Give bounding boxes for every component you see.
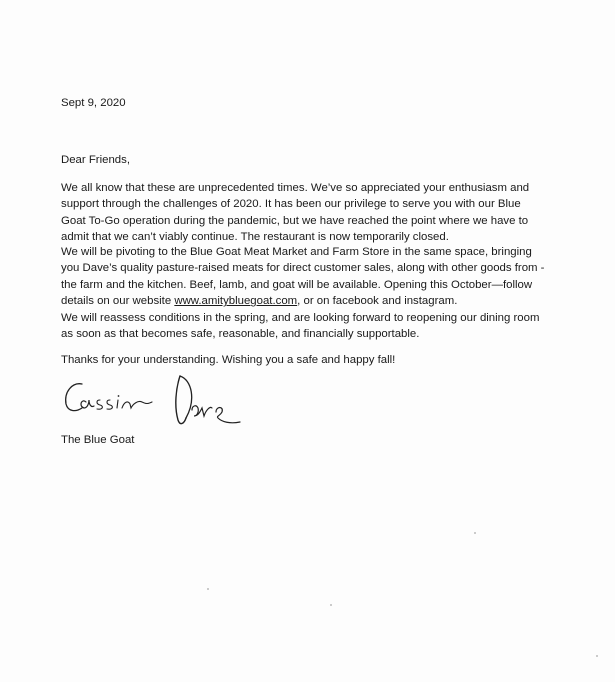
paragraph-line: We will reassess conditions in the spring, and are looking forward to reopening our dining room bbox=[61, 312, 540, 324]
website-prefix: details on our website bbox=[61, 295, 175, 308]
paragraph-pivot bbox=[61, 244, 544, 310]
paragraph-line: We all know that these are unprecedented times. We’ve so appreciated your enthusiasm and bbox=[61, 182, 530, 194]
signature-dave bbox=[170, 372, 242, 430]
paragraph-line: as soon as that becomes safe, reasonable, and financially supportable. bbox=[61, 328, 420, 341]
paragraph-line-website bbox=[61, 293, 544, 309]
scan-speck bbox=[474, 532, 476, 534]
scan-speck bbox=[596, 655, 598, 657]
scan-speck bbox=[207, 588, 209, 590]
website-link[interactable]: www.amitybluegoat.com bbox=[174, 295, 298, 308]
paragraph-line: the farm and the kitchen. Beef, lamb, and goat will be available. Opening this October—follow bbox=[61, 278, 533, 291]
paragraph-line: Goat To-Go operation during the pandemic, but we have reached the point where we have to bbox=[61, 214, 529, 227]
letter-closing: Thanks for your understanding. Wishing you a safe and happy fall! bbox=[61, 354, 396, 366]
paragraph-line: admit that we can’t viably continue. The restaurant is now temporarily closed. bbox=[61, 231, 449, 244]
paragraph-line: support through the challenges of 2020. It has been our privilege to serve you with our Blue bbox=[61, 198, 521, 211]
paragraph-closure bbox=[61, 180, 529, 246]
letter-sender: The Blue Goat bbox=[61, 434, 135, 446]
letter-salutation: Dear Friends, bbox=[61, 154, 131, 166]
paragraph-line: you Dave’s quality pasture-raised meats for direct customer sales, along with other goods from - bbox=[61, 262, 545, 275]
paragraph-reassess bbox=[61, 310, 539, 343]
website-suffix: , or on facebook and instagram. bbox=[297, 295, 458, 308]
paragraph-line: We will be pivoting to the Blue Goat Meat Market and Farm Store in the same space, bringing bbox=[61, 246, 532, 258]
scan-speck bbox=[330, 604, 332, 606]
signature-cassie bbox=[62, 378, 154, 418]
letter-date: Sept 9, 2020 bbox=[61, 97, 126, 109]
